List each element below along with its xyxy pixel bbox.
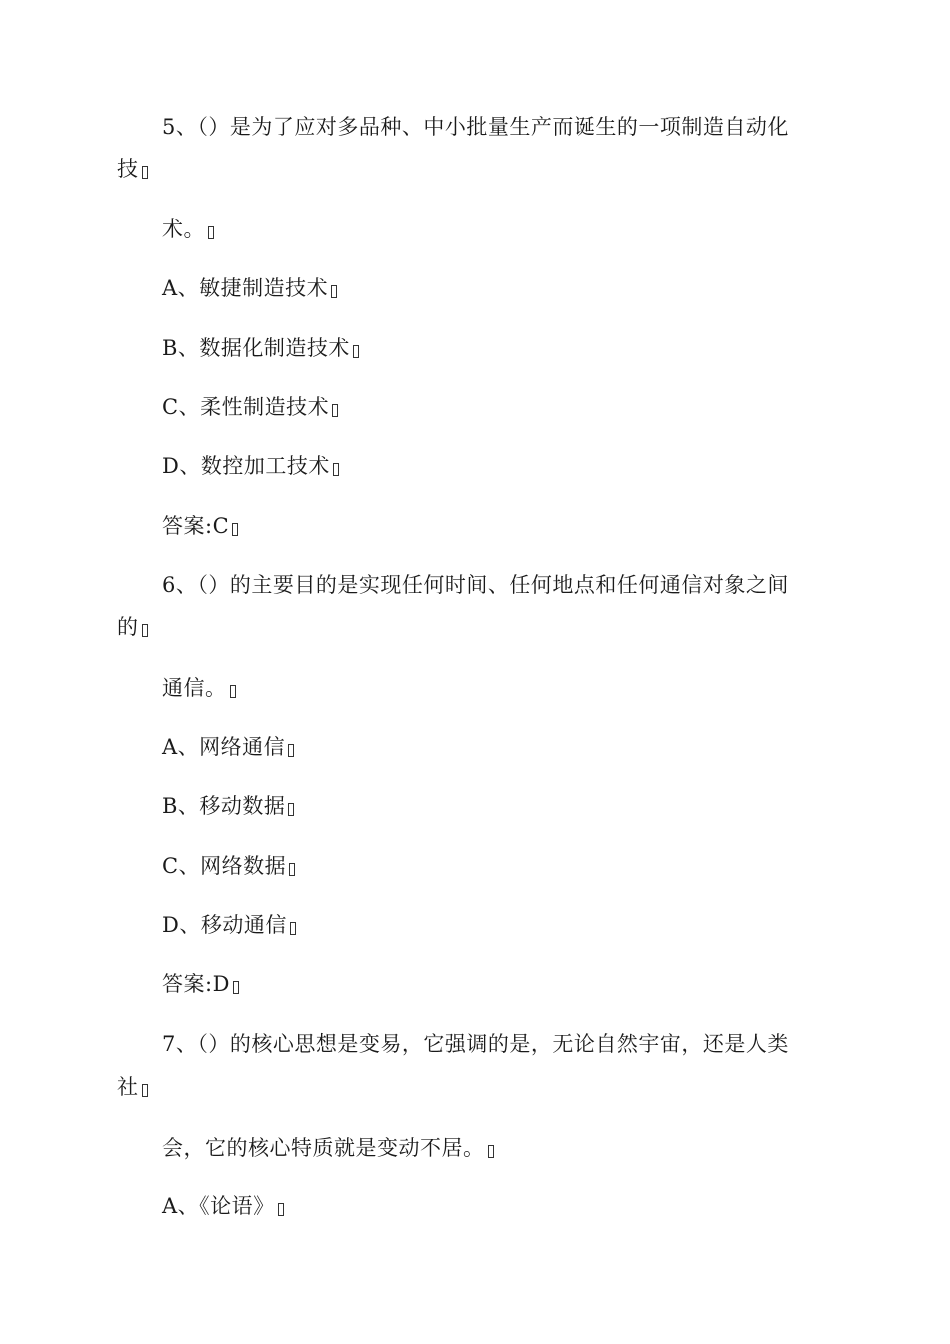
question-6-text-end: 通信。 (162, 674, 236, 702)
question-5-option-a: A、敏捷制造技术 (162, 274, 337, 302)
question-5-answer: 答案:C (162, 512, 238, 540)
paragraph-mark (142, 624, 148, 637)
paragraph-mark (331, 285, 337, 298)
question-6-answer: 答案:D (162, 970, 239, 998)
paragraph-mark (278, 1203, 284, 1216)
paragraph-mark (488, 1145, 494, 1158)
question-5-text-cont: 技 (117, 155, 148, 183)
paragraph-mark (142, 1084, 148, 1097)
question-7-text-end: 会，它的核心特质就是变动不居。 (162, 1134, 494, 1162)
paragraph-mark (230, 685, 236, 698)
paragraph-mark (333, 463, 339, 476)
question-5-text: 5、（）是为了应对多品种、中小批量生产而诞生的一项制造自动化 (162, 115, 789, 139)
question-6-option-b: B、移动数据 (162, 792, 294, 820)
paragraph-mark (288, 803, 294, 816)
question-5-text-end: 术。 (162, 215, 214, 243)
paragraph-mark (288, 744, 294, 757)
question-5-option-c: C、柔性制造技术 (162, 393, 338, 421)
question-5-option-b: B、数据化制造技术 (162, 334, 359, 362)
paragraph-mark (232, 523, 238, 536)
question-7-option-a: A、《论语》 (162, 1192, 284, 1220)
question-6-option-d: D、移动通信 (162, 911, 296, 939)
question-6-text-cont: 的 (117, 613, 148, 641)
paragraph-mark (353, 345, 359, 358)
question-7-text: 7、（）的核心思想是变易，它强调的是，无论自然宇宙，还是人类 (162, 1032, 789, 1056)
question-6-option-a: A、网络通信 (162, 733, 294, 761)
paragraph-mark (289, 863, 295, 876)
paragraph-mark (142, 166, 148, 179)
paragraph-mark (208, 226, 214, 239)
question-6-text: 6、（）的主要目的是实现任何时间、任何地点和任何通信对象之间 (162, 573, 789, 597)
paragraph-mark (290, 922, 296, 935)
question-6-option-c: C、网络数据 (162, 852, 295, 880)
paragraph-mark (233, 981, 239, 994)
question-5-option-d: D、数控加工技术 (162, 452, 339, 480)
question-7-text-cont: 社 (117, 1073, 148, 1101)
paragraph-mark (332, 404, 338, 417)
